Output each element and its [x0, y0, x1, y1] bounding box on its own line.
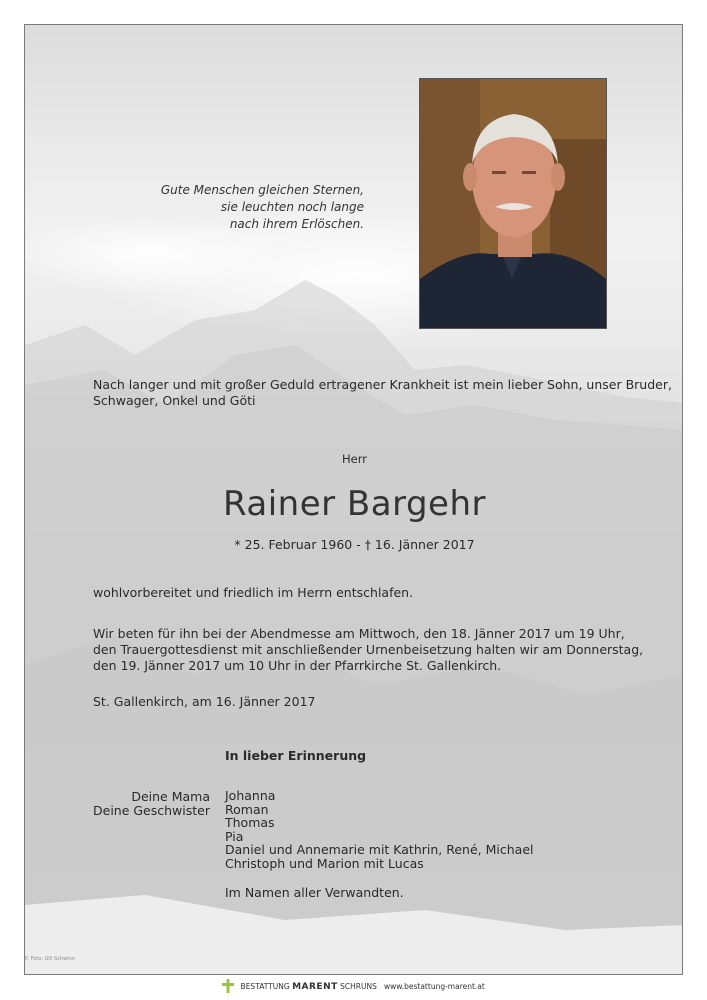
mourner-name: Pia [225, 828, 244, 844]
mourner-label-mama: Deine Mama [131, 789, 210, 804]
footer-brand: MARENT [292, 982, 338, 992]
mourner-name: Johanna [225, 788, 276, 803]
mourner-name: Christoph und Marion mit Lucas [225, 855, 424, 871]
memorial-quote [161, 182, 364, 233]
footer [0, 979, 707, 995]
service-line-1: Wir beten für ihn bei der Abendmesse am Mittwoch, den 18. Jänner 2017 um 19 Uhr, [93, 626, 625, 641]
quote-line-3: nach ihrem Erlöschen. [229, 217, 364, 231]
obituary-frame [24, 24, 683, 975]
footer-website[interactable]: www.bestattung-marent.at [384, 982, 485, 991]
footer-prefix: BESTATTUNG [240, 982, 290, 991]
service-line-2: den Trauergottesdienst mit anschließender Urnenbeisetzung halten wir am Donnerstag, [93, 642, 644, 657]
service-line-3: den 19. Jänner 2017 um 10 Uhr in der Pfarrkirche St. Gallenkirch. [93, 658, 502, 673]
intro-text [93, 377, 672, 409]
quote-line-1: Gute Menschen gleichen Sternen, [160, 183, 364, 197]
intro-line-1: Nach langer und mit großer Geduld ertragener Krankheit ist mein lieber Sohn, unser Bruder, [93, 377, 672, 392]
portrait-photo [419, 78, 607, 329]
closing-text: Im Namen aller Verwandten. [225, 885, 404, 900]
passed-text: wohlvorbereitet und friedlich im Herrn entschlafen. [93, 585, 414, 600]
life-dates: * 25. Februar 1960 - † 16. Jänner 2017 [234, 537, 475, 552]
memory-heading: In lieber Erinnerung [225, 748, 367, 763]
photo-credit: © Foto: Ulli Schwinn [24, 956, 75, 962]
mourner-names [225, 789, 533, 871]
mourner-name: Thomas [225, 815, 275, 831]
salutation: Herr [342, 452, 367, 466]
mourner-name: Roman [225, 801, 269, 817]
footer-town: SCHRUNS [340, 982, 377, 991]
intro-line-2: Schwager, Onkel und Göti [93, 393, 256, 408]
mourner-label-siblings: Deine Geschwister [93, 803, 210, 818]
service-info [93, 626, 643, 674]
cross-logo-icon [222, 979, 234, 995]
mourner-name: Daniel und Annemarie mit Kathrin, René, Michael [225, 842, 534, 858]
quote-line-2: sie leuchten noch lange [220, 200, 364, 214]
deceased-name: Rainer Bargehr [223, 484, 486, 524]
place-date: St. Gallenkirch, am 16. Jänner 2017 [93, 694, 316, 709]
